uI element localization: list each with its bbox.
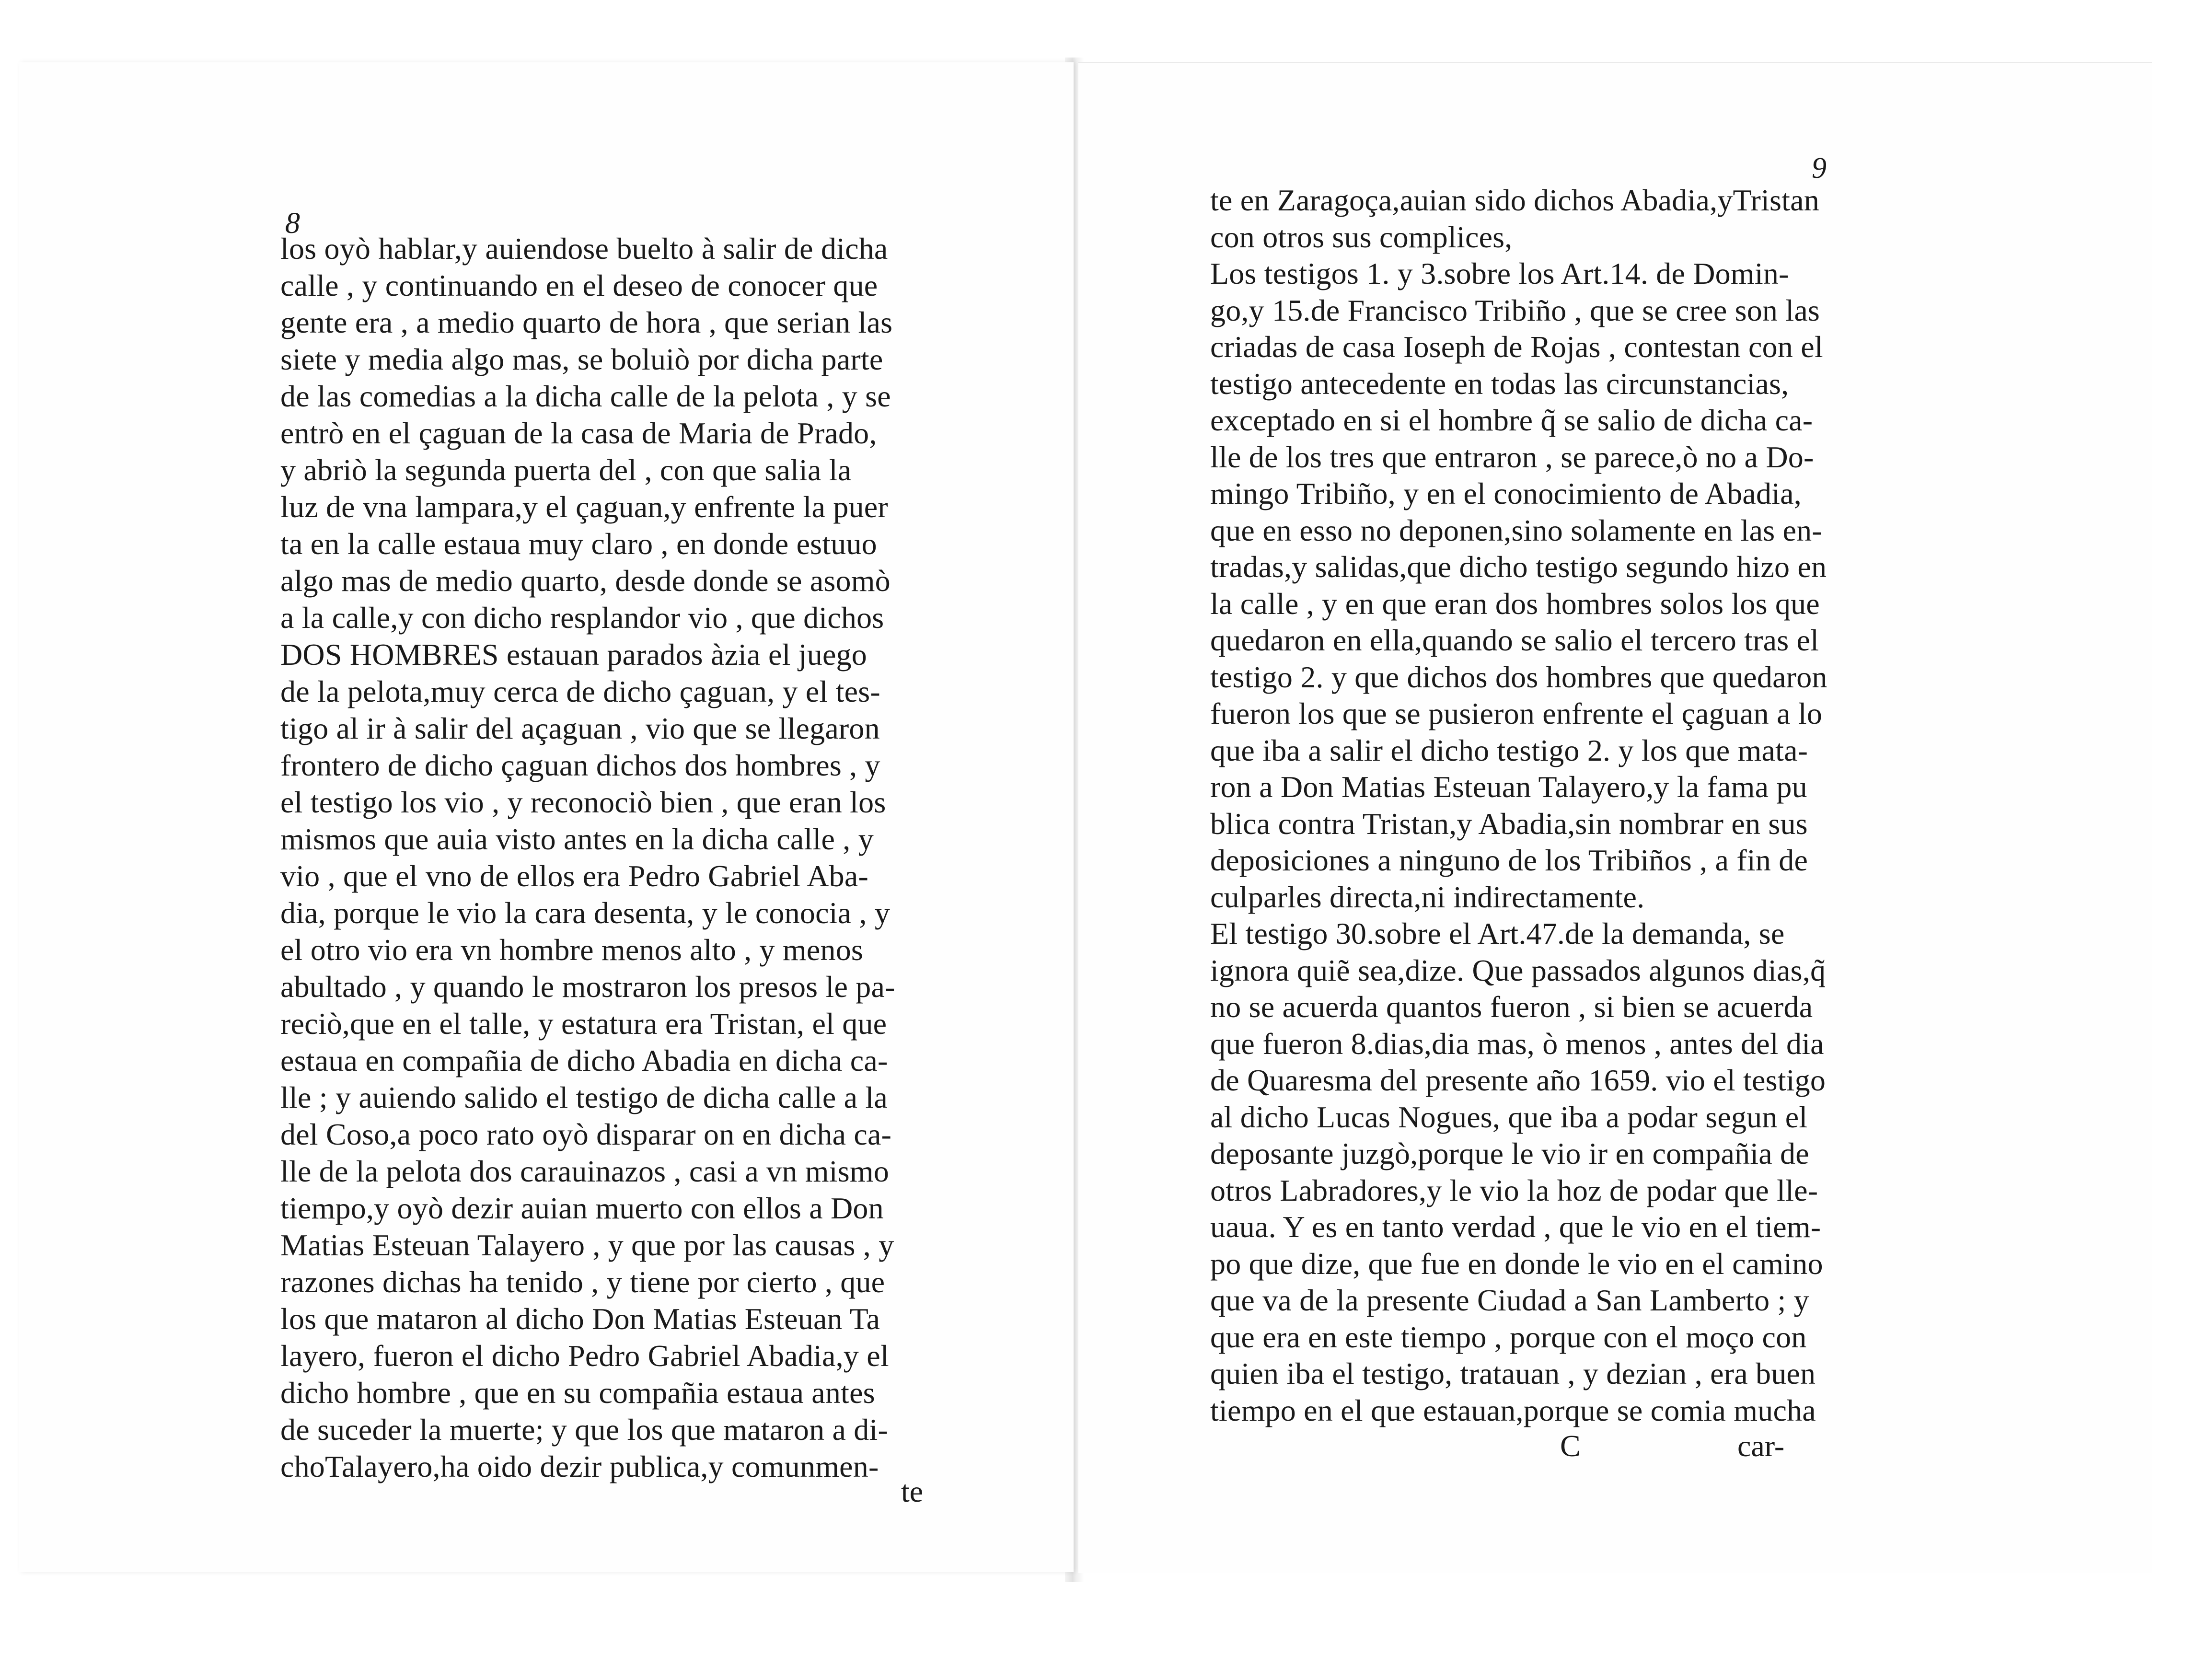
text-line: tradas,y salidas,que dicho testigo segundo hizo en [1210, 550, 1827, 584]
text-line: y abriò la segunda puerta del , con que salia la [280, 453, 852, 487]
text-line: mismos que auia visto antes en la dicha calle , y [280, 822, 874, 856]
text-line: otros Labradores,y le vio la hoz de podar que lle- [1210, 1173, 1818, 1207]
text-line: testigo antecedente en todas las circunstancias, [1210, 366, 1789, 401]
text-line: ta en la calle estaua muy claro , en donde estuuo [280, 527, 877, 561]
text-line: los oyò hablar,y auiendose buelto à salir de dicha [280, 232, 888, 266]
text-line: po que dize, que fue en donde le vio en el camino [1210, 1246, 1823, 1281]
text-line: que iba a salir el dicho testigo 2. y los que mata- [1210, 733, 1808, 767]
text-line: deposante juzgò,porque le vio ir en compañia de [1210, 1136, 1809, 1170]
text-line: testigo 2. y que dichos dos hombres que quedaron [1210, 660, 1827, 694]
text-line: tiempo en el que estauan,porque se comia mucha [1210, 1393, 1816, 1427]
text-line: te en Zaragoça,auian sido dichos Abadia,yTristan [1210, 183, 1819, 217]
text-line: dicho hombre , que en su compañia estaua antes [280, 1376, 875, 1410]
text-line: uaua. Y es en tanto verdad , que le vio en el tiem- [1210, 1210, 1821, 1244]
text-line: lle ; y auiendo salido el testigo de dicha calle a la [280, 1080, 888, 1114]
text-line: el otro vio era vn hombre menos alto , y menos [280, 933, 864, 967]
text-line: de la pelota,muy cerca de dicho çaguan, y el tes- [280, 674, 880, 708]
text-line: calle , y continuando en el deseo de conocer que [280, 268, 878, 302]
left-catchword: te [901, 1474, 924, 1508]
text-line: que va de la presente Ciudad a San Lamberto ; y [1210, 1283, 1809, 1317]
text-line: del Coso,a poco rato oyò disparar on en dicha ca- [280, 1117, 892, 1151]
text-line: reciò,que en el talle, y estatura era Tristan, el que [280, 1007, 887, 1041]
text-line: exceptado en si el hombre q̃ se salio de dicha ca- [1210, 403, 1813, 437]
text-line: El testigo 30.sobre el Art.47.de la demanda, se [1210, 916, 1785, 950]
text-line: razones dichas ha tenido , y tiene por cierto , que [280, 1265, 885, 1299]
text-line: de las comedias a la dicha calle de la pelota , y se [280, 379, 891, 413]
text-line: deposiciones a ninguno de los Tribiños , a fin de [1210, 843, 1808, 877]
text-line: estaua en compañia de dicho Abadia en dicha ca- [280, 1043, 888, 1078]
text-line: vio , que el vno de ellos era Pedro Gabriel Aba- [280, 859, 869, 893]
text-line: Los testigos 1. y 3.sobre los Art.14. de Domin- [1210, 256, 1789, 290]
text-line: luz de vna lampara,y el çaguan,y enfrente la puer [280, 490, 888, 524]
text-line: lle de los tres que entraron , se parece,ò no a Do- [1210, 440, 1814, 474]
text-line: frontero de dicho çaguan dichos dos hombres , y [280, 748, 880, 782]
text-line: que en esso no deponen,sino solamente en las en- [1210, 513, 1822, 547]
text-line: algo mas de medio quarto, desde donde se asomò [280, 564, 891, 598]
text-line: a la calle,y con dicho resplandor vio , que dichos [280, 601, 884, 635]
text-line: la calle , y en que eran dos hombres solos los que [1210, 586, 1820, 621]
text-line: mingo Tribiño, y en el conocimiento de Abadia, [1210, 476, 1802, 510]
text-line: Matias Esteuan Talayero , y que por las causas , y [280, 1228, 894, 1262]
text-line: choTalayero,ha oido dezir publica,y comunmen- [280, 1449, 879, 1483]
text-line: el testigo los vio , y reconociò bien , que eran los [280, 785, 886, 819]
text-line: blica contra Tristan,y Abadia,sin nombrar en sus [1210, 806, 1808, 841]
text-line: ignora quiẽ sea,dize. Que passados algunos dias,q̃ [1210, 953, 1826, 987]
text-line: que era en este tiempo , porque con el moço con [1210, 1320, 1807, 1354]
text-line: tigo al ir à salir del açaguan , vio que se llegaron [280, 711, 880, 745]
right-page-text [1210, 182, 1896, 1429]
text-line: lle de la pelota dos carauinazos , casi a vn mismo [280, 1154, 890, 1188]
text-line: tiempo,y oyò dezir auian muerto con ellos a Don [280, 1191, 884, 1225]
text-line: al dicho Lucas Nogues, que iba a podar segun el [1210, 1100, 1808, 1134]
text-line: ron a Don Matias Esteuan Talayero,y la fama pu [1210, 770, 1807, 804]
text-line: culparles directa,ni indirectamente. [1210, 880, 1645, 914]
text-line: fueron los que se pusieron enfrente el çaguan a lo [1210, 696, 1823, 730]
signature-mark: C [1560, 1429, 1581, 1463]
text-line: go,y 15.de Francisco Tribiño , que se cree son las [1210, 293, 1820, 327]
text-line: quien iba el testigo, tratauan , y dezian , era buen [1210, 1356, 1816, 1390]
text-line: dia, porque le vio la cara desenta, y le conocia , y [280, 896, 891, 930]
text-line: los que mataron al dicho Don Matias Esteuan Ta [280, 1302, 880, 1336]
left-page-text [280, 230, 971, 1485]
text-line: no se acuerda quantos fueron , si bien se acuerda [1210, 990, 1813, 1024]
text-line: con otros sus complices, [1210, 220, 1513, 254]
text-line: que fueron 8.dias,dia mas, ò menos , antes del dia [1210, 1026, 1824, 1061]
right-catchword: car- [1737, 1429, 1785, 1463]
text-line: DOS HOMBRES estauan parados àzia el juego [280, 637, 867, 672]
right-page-number: 9 [1812, 152, 1827, 185]
left-page-number: 8 [285, 207, 300, 240]
text-line: de suceder la muerte; y que los que mataron a di- [280, 1413, 888, 1447]
text-line: de Quaresma del presente año 1659. vio el testigo [1210, 1063, 1826, 1097]
text-line: entrò en el çaguan de la casa de Maria de Prado, [280, 416, 877, 450]
text-line: siete y media algo mas, se boluiò por dicha parte [280, 342, 883, 376]
text-line: abultado , y quando le mostraron los presos le pa- [280, 970, 895, 1004]
text-line: layero, fueron el dicho Pedro Gabriel Abadia,y el [280, 1339, 889, 1373]
text-line: quedaron en ella,quando se salio el tercero tras el [1210, 623, 1819, 657]
text-line: gente era , a medio quarto de hora , que serian las [280, 305, 893, 339]
text-line: criadas de casa Ioseph de Rojas , contestan con el [1210, 330, 1823, 364]
